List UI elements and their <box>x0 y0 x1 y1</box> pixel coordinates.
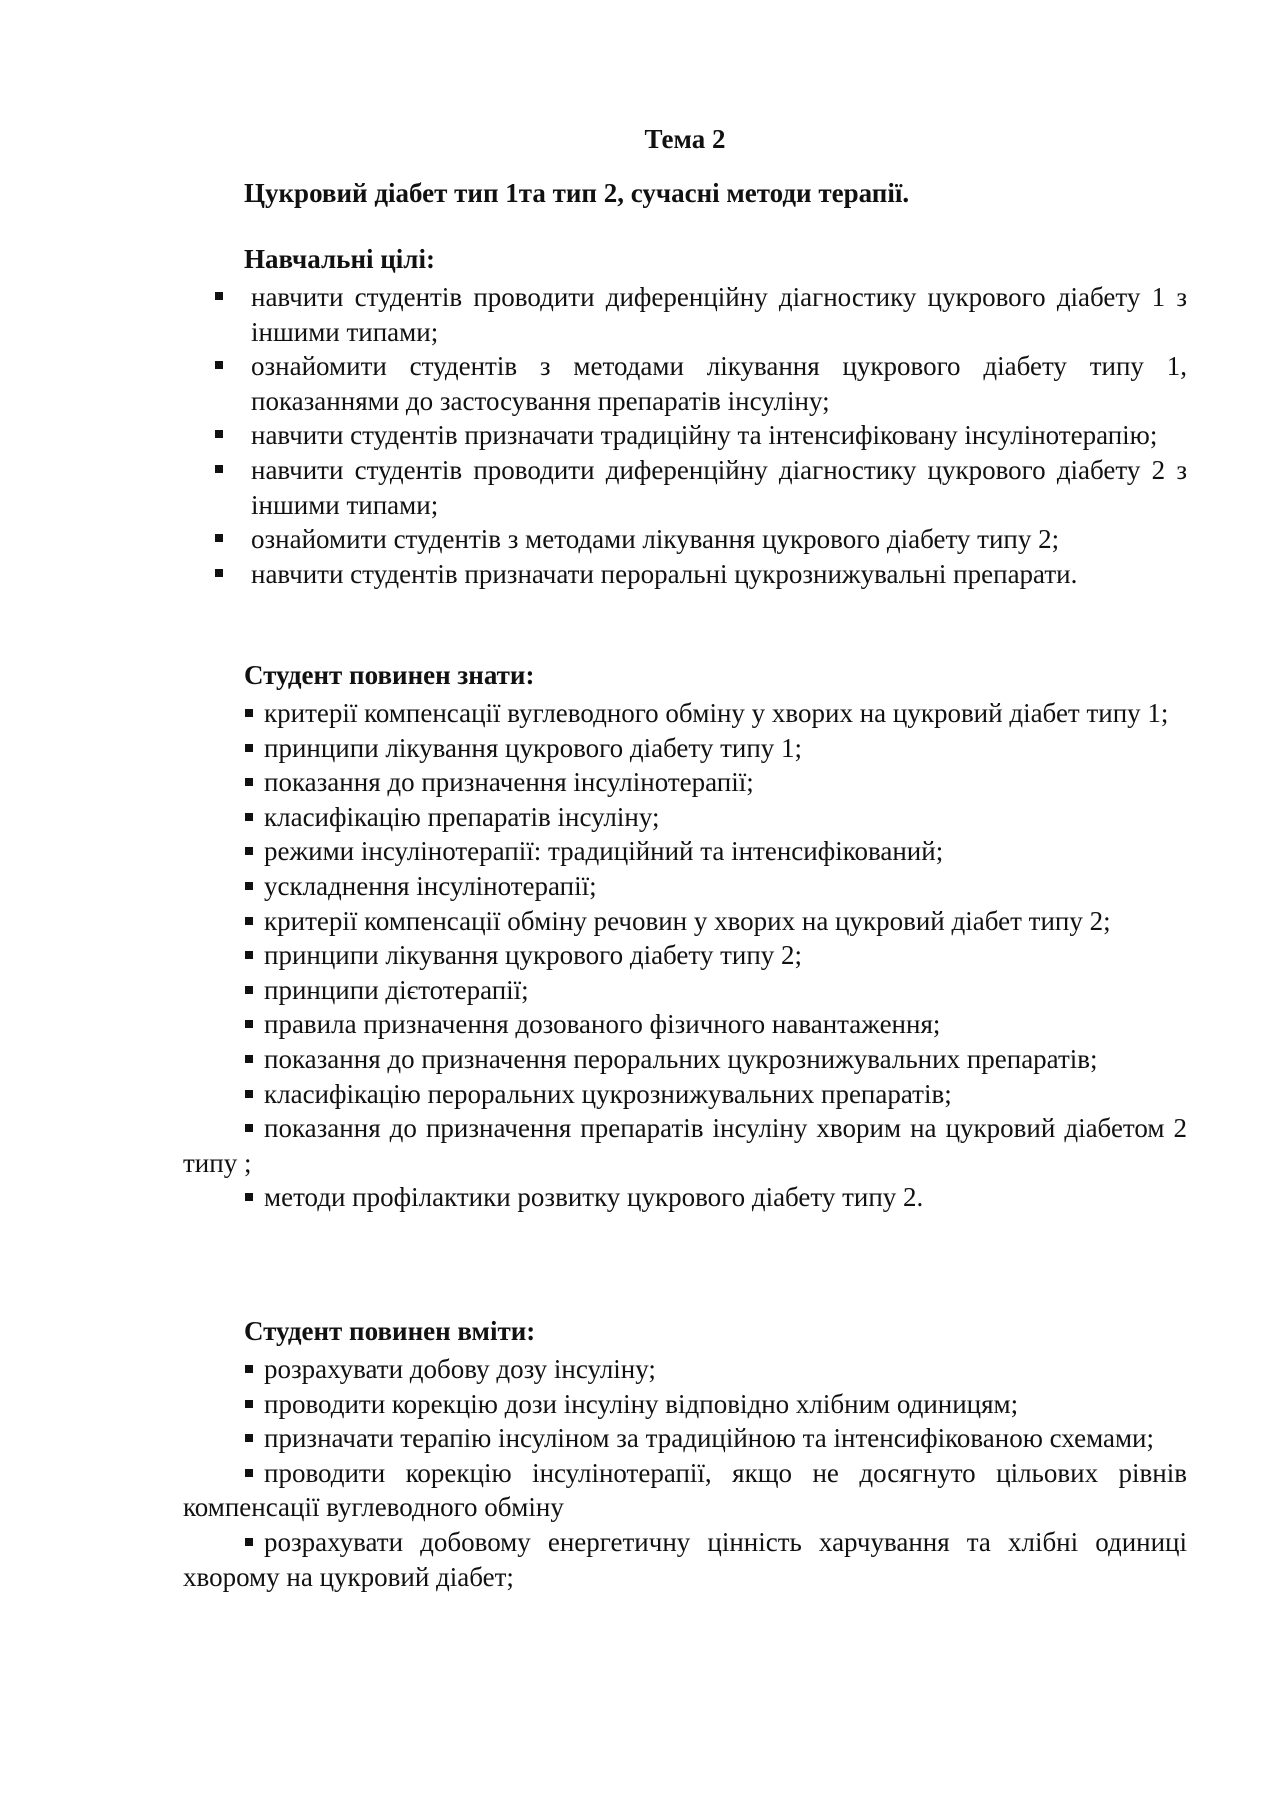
list-item-text: правила призначення дозованого фізичного навантаження; <box>264 1009 941 1040</box>
list-item-text: навчити студентів проводити диференційну діагностику цукрового діабету 2 з іншими типами; <box>251 454 1187 520</box>
list-item <box>183 904 1187 939</box>
list-item-text: розрахувати добову дозу інсуліну; <box>264 1354 656 1384</box>
square-bullet-icon <box>215 465 223 473</box>
square-bullet-icon <box>245 744 253 752</box>
list-item-text: навчити студентів призначати пероральні цукрознижувальні препарати. <box>251 558 1078 589</box>
square-bullet-icon <box>245 1538 253 1546</box>
square-bullet-icon <box>245 1400 253 1408</box>
square-bullet-icon <box>245 813 253 821</box>
goals-heading: Навчальні цілі: <box>244 244 435 274</box>
list-item-text: навчити студентів проводити диференційну діагностику цукрового діабету 1 з іншими типами; <box>251 282 1187 347</box>
square-bullet-icon <box>245 1193 253 1201</box>
square-bullet-icon <box>245 1365 253 1373</box>
square-bullet-icon <box>245 1469 253 1477</box>
goals-list <box>0 280 1280 591</box>
square-bullet-icon <box>215 361 223 369</box>
list-item-text: призначати терапію інсуліном за традиційною та інтенсифікованою схемами; <box>264 1423 1154 1454</box>
square-bullet-icon <box>245 1124 253 1132</box>
list-item-text: показання до призначення інсулінотерапії; <box>264 767 754 798</box>
list-item-text: критерії компенсації обміну речовин у хворих на цукровий діабет типу 2; <box>264 905 1111 936</box>
list-item <box>183 731 1187 766</box>
square-bullet-icon <box>245 1090 253 1098</box>
square-bullet-icon <box>215 430 223 438</box>
list-item-text: принципи лікування цукрового діабету типу 1; <box>264 732 803 763</box>
list-item-text: принципи лікування цукрового діабету типу 2; <box>264 940 803 971</box>
list-item <box>183 696 1187 731</box>
square-bullet-icon <box>245 1434 253 1442</box>
square-bullet-icon <box>245 1020 253 1028</box>
list-item <box>251 349 1187 418</box>
square-bullet-icon <box>245 917 253 925</box>
list-item <box>183 869 1187 904</box>
square-bullet-icon <box>215 569 223 577</box>
can-list <box>0 1352 1280 1594</box>
topic-title: Тема 2 <box>644 124 726 154</box>
list-item-text: класифікацію пероральних цукрознижувальних препаратів; <box>264 1078 952 1109</box>
list-item <box>183 765 1187 800</box>
list-item <box>183 973 1187 1008</box>
list-item <box>183 1352 1187 1387</box>
square-bullet-icon <box>245 709 253 717</box>
square-bullet-icon <box>245 1055 253 1063</box>
square-bullet-icon <box>245 847 253 855</box>
list-item <box>251 453 1187 522</box>
list-item-text: проводити корекцію дози інсуліну відповідно хлібним одиницям; <box>264 1388 1019 1419</box>
square-bullet-icon <box>245 951 253 959</box>
know-list <box>0 696 1280 1215</box>
know-heading: Студент повинен знати: <box>244 660 535 690</box>
list-item <box>251 557 1187 592</box>
can-heading: Студент повинен вміти: <box>244 1316 536 1346</box>
list-item-text: режими інсулінотерапії: традиційний та інтенсифікований; <box>264 836 944 867</box>
list-item <box>183 938 1187 973</box>
list-item-text: класифікацію препаратів інсуліну; <box>264 801 660 832</box>
square-bullet-icon <box>215 292 223 300</box>
list-item <box>183 1525 1187 1594</box>
list-item <box>183 1042 1187 1077</box>
list-item-text: ускладнення інсулінотерапії; <box>264 870 597 901</box>
subtitle: Цукровий діабет тип 1та тип 2, сучасні методи терапії. <box>244 178 910 208</box>
list-item-text: методи профілактики розвитку цукрового діабету типу 2. <box>264 1182 924 1213</box>
list-item <box>183 1111 1187 1180</box>
list-item-text: принципи дієтотерапії; <box>264 974 529 1005</box>
square-bullet-icon <box>245 882 253 890</box>
list-item <box>183 1421 1187 1456</box>
list-item-text: проводити корекцію інсулінотерапії, якщо не досягнуто цільових рівнів компенсації вуглеводного обміну <box>183 1457 1187 1523</box>
list-item <box>183 1180 1187 1215</box>
list-item <box>251 418 1187 453</box>
list-item <box>251 522 1187 557</box>
list-item-text: ознайомити студентів з методами лікування цукрового діабету типу 1, показаннями до застосування препаратів інсуліну; <box>251 351 1187 416</box>
list-item <box>183 1456 1187 1525</box>
list-item <box>251 280 1187 349</box>
square-bullet-icon <box>215 534 223 542</box>
square-bullet-icon <box>245 778 253 786</box>
list-item <box>183 834 1187 869</box>
list-item <box>183 1077 1187 1112</box>
list-item-text: показання до призначення пероральних цукрознижувальних препаратів; <box>264 1043 1098 1074</box>
square-bullet-icon <box>245 986 253 994</box>
list-item-text: розрахувати добовому енергетичну цінність харчування та хлібні одиниці хворому на цукровий діабет; <box>183 1526 1187 1592</box>
list-item <box>183 1387 1187 1422</box>
list-item <box>183 1007 1187 1042</box>
list-item <box>183 800 1187 835</box>
list-item-text: ознайомити студентів з методами лікування цукрового діабету типу 2; <box>251 524 1060 555</box>
list-item-text: показання до призначення препаратів інсуліну хворим на цукровий діабетом 2 типу ; <box>183 1113 1187 1178</box>
list-item-text: навчити студентів призначати традиційну та інтенсифіковану інсулінотерапію; <box>251 420 1158 451</box>
list-item-text: критерії компенсації вуглеводного обміну у хворих на цукровий діабет типу 1; <box>264 698 1169 728</box>
